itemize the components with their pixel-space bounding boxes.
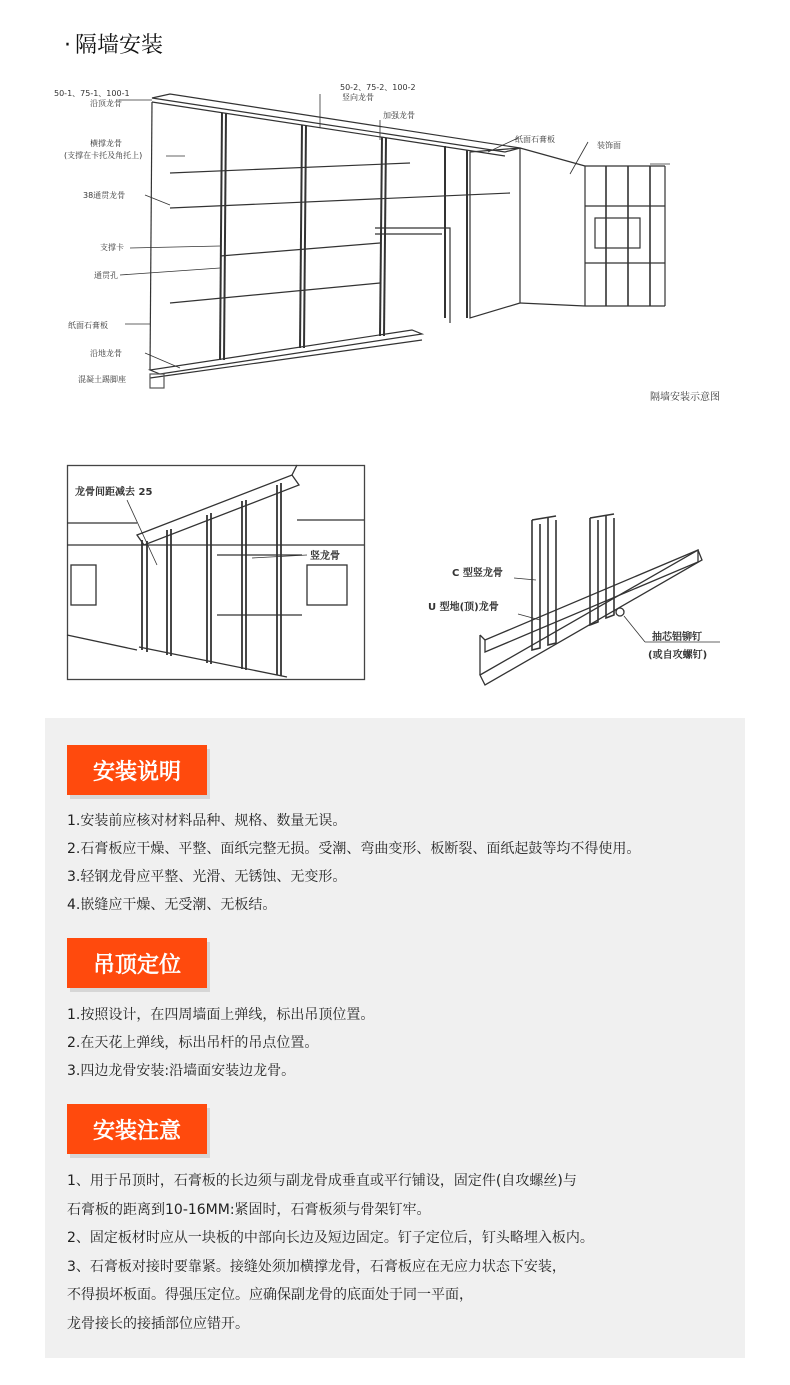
label-reinforce: 加强龙骨	[383, 111, 415, 120]
instructions-panel	[45, 718, 745, 1358]
list-item: 1、用于吊顶时，石膏板的长边须与副龙骨成垂直或平行铺设，固定件(自攻螺丝)与	[67, 1173, 577, 1189]
label-plinth: 混凝土踢脚座	[78, 375, 126, 384]
label-cross-rail-note: (支撑在卡托及角托上)	[64, 151, 143, 160]
section-heading-ceiling-position: 吊顶定位	[67, 938, 207, 988]
label-channel38: 38通贯龙骨	[83, 191, 126, 200]
label-gypsum-top: 纸面石膏板	[515, 135, 555, 144]
label-stud-spacing: 龙骨间距减去 25	[75, 487, 153, 498]
ceiling-position-list	[67, 1004, 374, 1088]
label-stud: 竖向龙骨	[342, 93, 374, 102]
label-cross-rail: 横撑龙骨	[90, 139, 122, 148]
label-rivet: 抽芯铝铆钉	[652, 632, 702, 643]
install-cautions-list	[67, 1170, 594, 1341]
list-item: 2.在天花上弹线，标出吊杆的吊点位置。	[67, 1035, 319, 1051]
list-item: 2、固定板材时应从一块板的中部向长边及短边固定。钉子定位后，钉头略埋入板内。	[67, 1230, 594, 1246]
list-item: 不得损坏板面。得强压定位。应确保副龙骨的底面处于同一平面，	[67, 1287, 473, 1303]
list-item: 4.嵌缝应干燥、无受潮、无板结。	[67, 897, 277, 913]
install-notes-list	[67, 810, 640, 922]
label-top-rail-spec: 50-1、75-1、100-1	[54, 89, 130, 98]
partition-wall-diagram	[50, 78, 750, 408]
page-title: · 隔墙安装	[64, 33, 164, 58]
section-heading-install-cautions: 安装注意	[67, 1104, 207, 1154]
label-rivet-alt: (或自攻螺钉)	[648, 650, 708, 661]
list-item: 1.安装前应核对材料品种、规格、数量无误。	[67, 813, 347, 829]
label-vertical-stud: 竖龙骨	[310, 551, 340, 562]
list-item: 3.轻钢龙骨应平整、光滑、无锈蚀、无变形。	[67, 869, 347, 885]
label-u-track: U 型地(顶)龙骨	[428, 602, 499, 613]
stud-track-detail-diagram	[428, 510, 740, 685]
list-item: 3、石膏板对接时要靠紧。接缝处须加横撑龙骨，石膏板应在无应力状态下安装，	[67, 1258, 566, 1275]
list-item: 石膏板的距离到10-16MM:紧固时，石膏板须与骨架钉牢。	[67, 1201, 431, 1218]
list-item: 2.石膏板应干燥、平整、面纸完整无损。受潮、弯曲变形、板断裂、面纸起鼓等均不得使用。	[67, 841, 641, 857]
label-hole: 通贯孔	[94, 271, 118, 280]
label-clip: 支撑卡	[100, 243, 124, 252]
stud-spacing-diagram	[67, 465, 365, 680]
label-stud-spec: 50-2、75-2、100-2	[340, 83, 416, 92]
diagram-caption: 隔墙安装示意图	[650, 392, 720, 403]
page-title-text: 隔墙安装	[75, 33, 164, 58]
list-item: 3.四边龙骨安装:沿墙面安装边龙骨。	[67, 1063, 296, 1079]
label-floor-rail: 沿地龙骨	[90, 349, 122, 358]
list-item: 龙骨接长的接插部位应错开。	[67, 1315, 249, 1332]
label-c-stud: C 型竖龙骨	[452, 568, 503, 579]
section-heading-install-notes: 安装说明	[67, 745, 207, 795]
label-top-rail: 沿顶龙骨	[90, 99, 122, 108]
label-finish: 装饰面	[597, 141, 621, 150]
label-gypsum-left: 纸面石膏板	[68, 321, 108, 330]
list-item: 1.按照设计，在四周墙面上弹线，标出吊顶位置。	[67, 1007, 375, 1023]
